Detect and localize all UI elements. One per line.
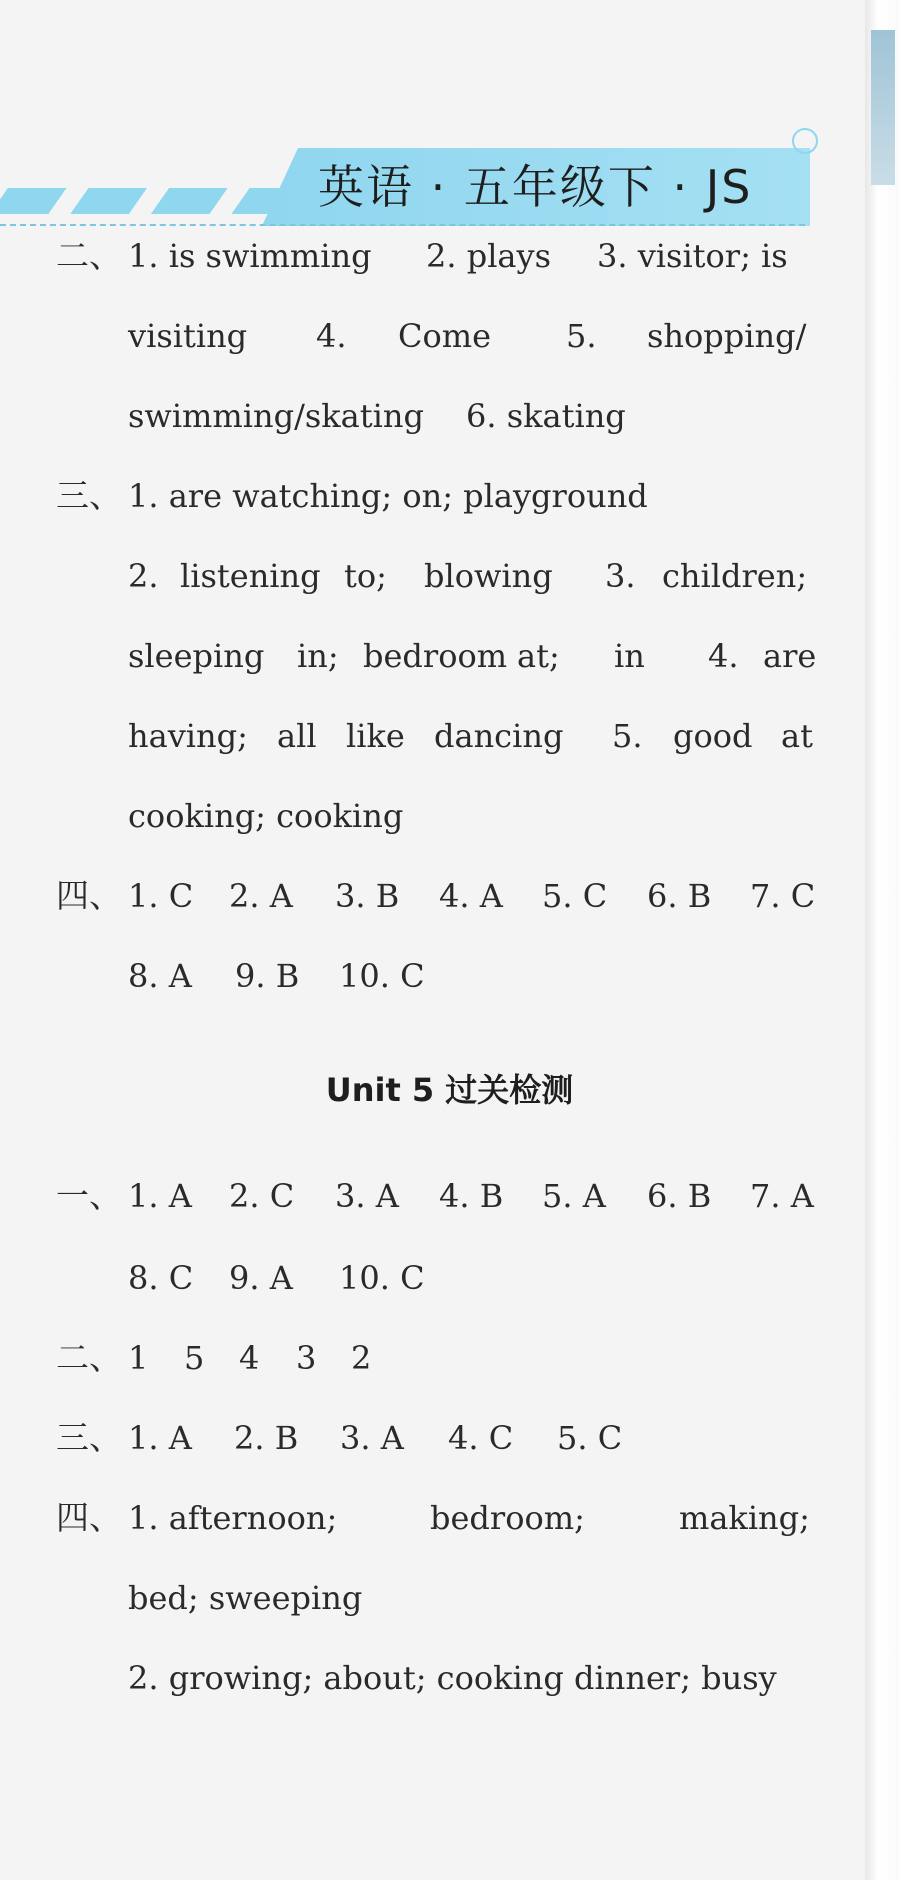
answer-text: 2. plays [426, 237, 551, 275]
question-number: 一、 [56, 1176, 122, 1215]
answer-text: 3. A [340, 1419, 404, 1457]
answer-text: listening [180, 557, 321, 595]
answer-text: 7. C [750, 877, 816, 915]
answer-text: bedroom [363, 637, 508, 675]
answer-text: 4. [316, 317, 347, 355]
answer-text: making; [679, 1499, 810, 1537]
question-number: 三、 [56, 1418, 122, 1457]
answer-text: 6. B [647, 877, 712, 915]
header-title: 英语 · 五年级下 · JS [318, 160, 753, 214]
answer-text: 5. A [542, 1177, 606, 1215]
header-stripes [0, 188, 290, 214]
answer-text: 6. skating [466, 397, 626, 435]
answer-text: 8. A [128, 957, 192, 995]
answer-text: 4. B [439, 1177, 504, 1215]
answer-text: 2. C [229, 1177, 295, 1215]
answer-text: are [763, 637, 817, 675]
answer-text: 1. is swimming [128, 237, 372, 275]
answer-line [0, 948, 820, 1004]
answer-text: having; [128, 717, 248, 755]
answer-text: shopping/ [647, 317, 807, 355]
answer-text: 2 [351, 1339, 372, 1377]
answer-text: 8. C [128, 1259, 194, 1297]
answer-text: 2. growing; about; cooking dinner; busy [128, 1659, 777, 1697]
answer-line [0, 1168, 820, 1224]
answer-text: 1 [128, 1339, 149, 1377]
answer-text: 9. B [235, 957, 300, 995]
answer-line [0, 1570, 820, 1626]
answer-text: good [673, 717, 753, 755]
answer-line [0, 308, 820, 364]
answer-text: 5. [612, 717, 643, 755]
answer-text: 3 [296, 1339, 317, 1377]
question-number: 四、 [56, 876, 122, 915]
answer-text: at [781, 717, 813, 755]
answer-text: 10. C [339, 957, 425, 995]
answer-text: 5. C [542, 877, 608, 915]
answer-text: to; [344, 557, 387, 595]
answer-text: in; [297, 637, 339, 675]
answer-text: all [277, 717, 317, 755]
answer-line [0, 628, 820, 684]
answer-text: 3. visitor; is [597, 237, 788, 275]
answer-text: dancing [434, 717, 564, 755]
answer-text: 1. are watching; on; playground [128, 477, 648, 515]
answer-text: 4. C [448, 1419, 514, 1457]
answer-line [0, 1410, 820, 1466]
answer-line [0, 228, 820, 284]
answer-text: 2. [128, 557, 159, 595]
answer-line [0, 868, 820, 924]
section-title: Unit 5 过关检测 [325, 1071, 574, 1109]
answer-line [0, 1490, 820, 1546]
question-number: 四、 [56, 1498, 122, 1537]
answer-text: sleeping [128, 637, 265, 675]
header-ring-decoration [792, 128, 818, 154]
answer-text: 3. [605, 557, 636, 595]
answer-text: 5. [566, 317, 597, 355]
answer-text: 3. A [335, 1177, 399, 1215]
answer-text: at; [517, 637, 560, 675]
answer-text: children; [662, 557, 808, 595]
answer-line [0, 548, 820, 604]
answer-text: 2. A [229, 877, 293, 915]
answer-line [0, 468, 820, 524]
answer-text: visiting [128, 317, 248, 355]
answer-text: 4. [708, 637, 739, 675]
answer-text: Come [398, 317, 492, 355]
answer-line [0, 708, 820, 764]
answer-text: swimming/skating [128, 397, 424, 435]
answer-text: bedroom; [430, 1499, 585, 1537]
answer-text: blowing [424, 557, 553, 595]
answer-text: 1. A [128, 1177, 192, 1215]
page-edge-tab [871, 30, 895, 185]
answer-line [0, 1330, 820, 1386]
answer-text: 1. C [128, 877, 194, 915]
answer-text: 1. A [128, 1419, 192, 1457]
answer-text: bed; sweeping [128, 1579, 363, 1617]
answer-text: 1. afternoon; [128, 1499, 338, 1537]
answer-line [0, 388, 820, 444]
question-number: 三、 [56, 476, 122, 515]
answer-text: 10. C [339, 1259, 425, 1297]
answer-text: 7. A [750, 1177, 814, 1215]
question-number: 二、 [56, 1338, 122, 1377]
page-edge [865, 0, 899, 1880]
answer-line [0, 1650, 820, 1706]
answer-text: 4. A [439, 877, 503, 915]
answer-text: cooking; cooking [128, 797, 404, 835]
question-number: 二、 [56, 236, 122, 275]
answer-line [0, 788, 820, 844]
page-header [0, 120, 820, 230]
answer-text: 3. B [335, 877, 400, 915]
answer-text: 5. C [557, 1419, 623, 1457]
answer-text: 5 [184, 1339, 205, 1377]
answer-text: in [614, 637, 645, 675]
answer-text: 2. B [234, 1419, 299, 1457]
answer-text: like [346, 717, 405, 755]
answer-line [0, 1250, 820, 1306]
answer-text: 9. A [229, 1259, 293, 1297]
answer-text: 6. B [647, 1177, 712, 1215]
answer-text: 4 [239, 1339, 260, 1377]
